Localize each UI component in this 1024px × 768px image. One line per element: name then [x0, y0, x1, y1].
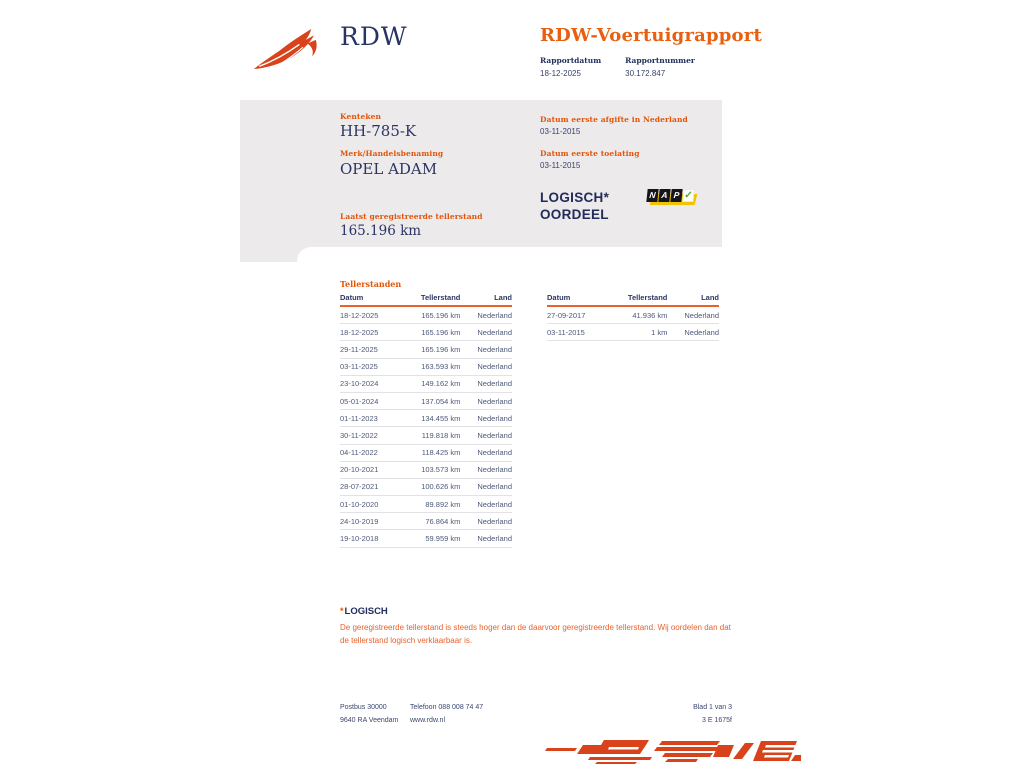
table-cell: 163.593 km	[405, 358, 460, 375]
nap-checkmark-icon: ✓	[683, 190, 694, 201]
footer-page-info	[620, 701, 732, 727]
table-cell: Nederland	[460, 530, 512, 547]
table-row	[340, 478, 512, 495]
footer-website: www.rdw.nl	[410, 717, 446, 724]
table-row	[340, 496, 512, 513]
table-header	[547, 291, 719, 306]
eerste-toelating-value: 03-11-2015	[540, 161, 581, 170]
footer-city: 9640 RA Veendam	[340, 717, 399, 724]
table-cell: 1 km	[612, 324, 667, 341]
table-row	[340, 444, 512, 461]
content-card-corner	[297, 247, 800, 277]
table-cell: 89.892 km	[405, 496, 460, 513]
table-cell: 76.864 km	[405, 513, 460, 530]
table-cell: 137.054 km	[405, 392, 460, 409]
footer-address	[340, 701, 398, 727]
table-cell: Nederland	[460, 461, 512, 478]
rdw-feather-logo-icon	[252, 26, 334, 72]
tellerstanden-table-left	[340, 291, 512, 548]
table-cell: Nederland	[460, 358, 512, 375]
table-body	[340, 306, 512, 547]
table-cell: 165.196 km	[405, 324, 460, 341]
table-cell: 118.425 km	[405, 444, 460, 461]
asterisk: *	[340, 606, 344, 616]
table-cell: 01-10-2020	[340, 496, 405, 513]
report-number-value: 30.172.847	[625, 69, 666, 78]
table-row	[340, 358, 512, 375]
table-cell: 01-11-2023	[340, 410, 405, 427]
kenteken-value: HH-785-K	[340, 122, 417, 140]
table-cell: 149.162 km	[405, 375, 460, 392]
column-header-datum: Datum	[340, 291, 405, 306]
rdw-stripes-graphic-icon	[545, 737, 801, 767]
table-cell: Nederland	[667, 306, 719, 324]
table-row	[547, 324, 719, 341]
footer-page-number: Blad 1 van 3	[693, 704, 732, 711]
table-cell: Nederland	[460, 444, 512, 461]
column-header-tellerstand: Tellerstand	[405, 291, 460, 306]
kenteken-label: Kenteken	[340, 112, 382, 121]
table-cell: Nederland	[460, 306, 512, 324]
table-body	[547, 306, 719, 341]
footer-phone: Telefoon 088 008 74 47	[410, 704, 484, 711]
table-row	[340, 306, 512, 324]
merk-value: OPEL ADAM	[340, 160, 438, 178]
tellerstanden-heading: Tellerstanden	[340, 279, 402, 289]
table-row	[340, 392, 512, 409]
table-cell: 24-10-2019	[340, 513, 405, 530]
table-cell: 05-01-2024	[340, 392, 405, 409]
oordeel-line1: LOGISCH*	[540, 190, 610, 205]
table-cell: 18-12-2025	[340, 306, 405, 324]
table-cell: 28-07-2021	[340, 478, 405, 495]
eerste-afgifte-value: 03-11-2015	[540, 127, 581, 136]
table-cell: 165.196 km	[405, 341, 460, 358]
nap-logo	[647, 185, 699, 209]
table-cell: Nederland	[460, 513, 512, 530]
logisch-heading-text: LOGISCH	[344, 606, 388, 617]
table-cell: 29-11-2025	[340, 341, 405, 358]
column-header-land: Land	[460, 291, 512, 306]
eerste-afgifte-label: Datum eerste afgifte in Nederland	[540, 115, 688, 124]
merk-label: Merk/Handelsbenaming	[340, 149, 444, 158]
nap-letter-n: N	[646, 189, 658, 202]
table-cell: 04-11-2022	[340, 444, 405, 461]
table-row	[340, 530, 512, 547]
table-row	[340, 375, 512, 392]
vehicle-summary-band	[240, 100, 722, 262]
table-cell: 59.959 km	[405, 530, 460, 547]
nap-letter-p: P	[670, 189, 682, 202]
table-cell: Nederland	[460, 478, 512, 495]
table-row	[340, 513, 512, 530]
table-cell: 41.936 km	[612, 306, 667, 324]
table-cell: 18-12-2025	[340, 324, 405, 341]
table-cell: 134.455 km	[405, 410, 460, 427]
eerste-toelating-label: Datum eerste toelating	[540, 149, 640, 158]
laatste-tellerstand-label: Laatst geregistreerde tellerstand	[340, 212, 483, 221]
table-cell: Nederland	[667, 324, 719, 341]
logisch-explanation-heading	[340, 606, 388, 617]
table-header	[340, 291, 512, 306]
report-number	[625, 56, 695, 78]
column-header-tellerstand: Tellerstand	[612, 291, 667, 306]
table-row	[340, 324, 512, 341]
table-cell: 119.818 km	[405, 427, 460, 444]
table-cell: 165.196 km	[405, 306, 460, 324]
table-cell: 20-10-2021	[340, 461, 405, 478]
table-cell: 103.573 km	[405, 461, 460, 478]
laatste-tellerstand-value: 165.196 km	[340, 223, 422, 239]
table-cell: 03-11-2015	[547, 324, 612, 341]
report-meta	[540, 56, 695, 78]
oordeel-line2: OORDEEL	[540, 207, 609, 222]
report-title: RDW-Voertuigrapport	[540, 25, 762, 46]
report-number-label: Rapportnummer	[625, 56, 695, 65]
report-date	[540, 56, 601, 78]
logisch-explanation-text: De geregistreerde tellerstand is steeds hoger dan de daarvoor geregistreerde tellerstand. Wij oordelen dan dat de tellerstand logisch verklaarbaar is.	[340, 623, 731, 645]
nap-letter-a: A	[658, 189, 670, 202]
tellerstanden-table-right	[547, 291, 719, 341]
table-cell: 19-10-2018	[340, 530, 405, 547]
rdw-wordmark: RDW	[340, 22, 408, 51]
footer-contact	[410, 701, 483, 727]
table-cell: 30-11-2022	[340, 427, 405, 444]
table-row	[340, 410, 512, 427]
table-cell: Nederland	[460, 496, 512, 513]
report-date-label: Rapportdatum	[540, 56, 602, 65]
table-cell: 03-11-2025	[340, 358, 405, 375]
footer-doc-code: 3 E 1675f	[702, 717, 732, 724]
table-cell: Nederland	[460, 341, 512, 358]
table-row	[340, 341, 512, 358]
table-cell: 100.626 km	[405, 478, 460, 495]
table-row	[547, 306, 719, 324]
column-header-land: Land	[667, 291, 719, 306]
table-cell: 23-10-2024	[340, 375, 405, 392]
table-cell: 27-09-2017	[547, 306, 612, 324]
column-header-datum: Datum	[547, 291, 612, 306]
footer-postbus: Postbus 30000	[340, 704, 387, 711]
table-row	[340, 427, 512, 444]
oordeel-verdict	[540, 189, 609, 223]
table-cell: Nederland	[460, 375, 512, 392]
report-date-value: 18-12-2025	[540, 69, 581, 78]
table-cell: Nederland	[460, 427, 512, 444]
table-row	[340, 461, 512, 478]
table-cell: Nederland	[460, 410, 512, 427]
table-cell: Nederland	[460, 324, 512, 341]
table-cell: Nederland	[460, 392, 512, 409]
